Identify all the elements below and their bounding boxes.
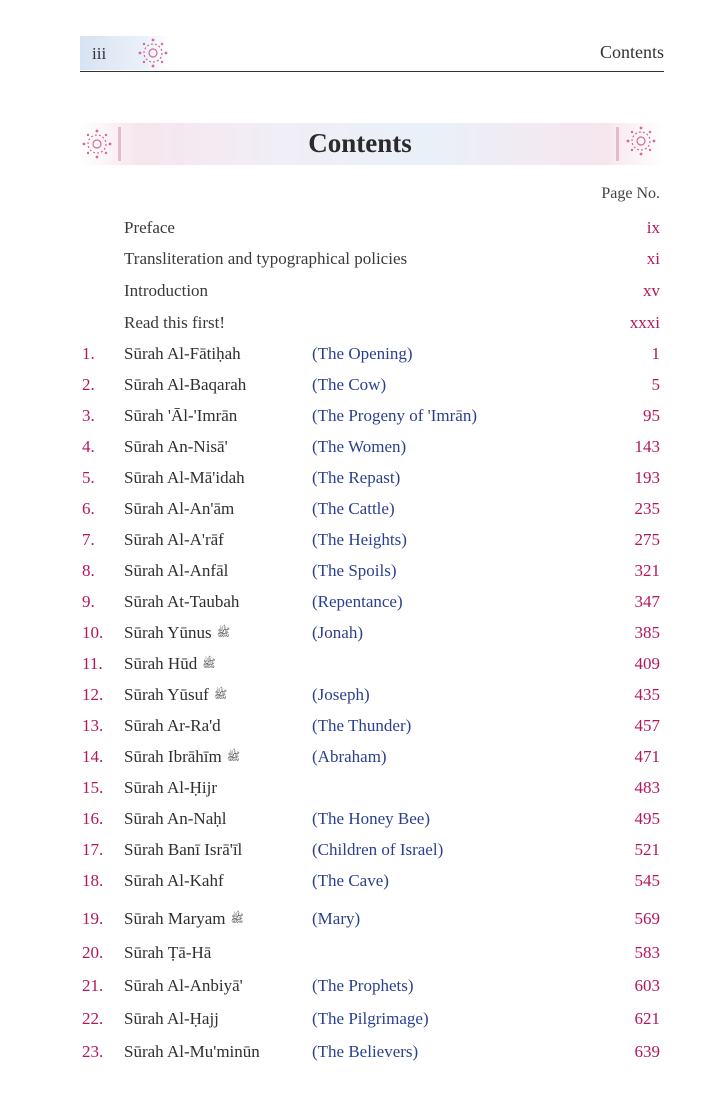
toc-entry-translation: (The Opening) [312,344,413,363]
toc-surah-row[interactable] [0,778,720,806]
toc-surah-row[interactable] [0,909,720,937]
toc-entry-title: Sūrah Yūsuf [124,685,209,704]
toc-surah-row[interactable] [0,747,720,775]
toc-entry-title: Sūrah Al-Ḥijr [124,778,218,797]
toc-entry-page: 193 [634,468,660,487]
honorific-glyph-icon: ﷺ [213,689,228,702]
toc-entry-number: 22. [82,1009,104,1028]
toc-entry-title: Sūrah An-Naḥl [124,809,227,828]
toc-entry-number: 10. [82,623,104,642]
toc-surah-row[interactable] [0,344,720,372]
toc-entry-number: 5. [82,468,95,487]
toc-front-row[interactable] [0,218,720,246]
toc-entry-title: Read this first! [124,313,226,332]
rosette-ornament-icon [136,36,170,70]
toc-entry-title: Sūrah Hūd [124,654,198,673]
toc-entry-title-wrap [124,747,240,767]
toc-surah-row[interactable] [0,840,720,868]
toc-surah-row[interactable] [0,685,720,713]
toc-entry-page: 5 [651,375,660,394]
toc-entry-number: 4. [82,437,95,456]
honorific-glyph-icon: ﷺ [230,913,244,926]
toc-entry-title: Sūrah An-Nisā' [124,437,228,456]
toc-entry-number: 23. [82,1042,104,1061]
toc-entry-number: 1. [82,344,95,363]
honorific-glyph-icon: ﷺ [216,627,230,640]
toc-entry-title: Sūrah Yūnus [124,623,212,642]
toc-front-row[interactable] [0,249,720,277]
toc-entry-page: 483 [634,778,660,797]
toc-entry-translation: (Joseph) [312,685,370,704]
toc-entry-translation: (The Believers) [312,1042,419,1061]
toc-entry-number: 20. [82,943,104,962]
toc-entry-translation: (The Honey Bee) [312,809,431,828]
toc-entry-translation: (The Prophets) [312,976,414,995]
toc-entry-title: Sūrah Al-Fātiḥah [124,344,241,363]
toc-surah-row[interactable] [0,1042,720,1070]
toc-entry-number: 7. [82,530,95,549]
toc-entry-translation: (The Thunder) [312,716,412,735]
running-header [80,36,664,70]
toc-surah-row[interactable] [0,530,720,558]
toc-entry-translation: (The Pilgrimage) [312,1009,429,1028]
toc-entry-translation: (The Cave) [312,871,389,890]
page-title: Contents [308,128,412,158]
toc-entry-title: Sūrah Maryam [124,909,226,928]
toc-surah-row[interactable] [0,654,720,682]
toc-entry-number: 13. [82,716,104,735]
toc-entry-page: 639 [634,1042,660,1061]
toc-entry-title: Preface [124,218,175,237]
toc-entry-number: 17. [82,840,104,859]
toc-entry-number: 8. [82,561,95,580]
toc-entry-title: Sūrah Al-Anbiyā' [124,976,243,995]
toc-entry-number: 18. [82,871,104,890]
toc-entry-number: 3. [82,406,95,425]
toc-entry-page: 545 [634,871,660,890]
toc-entry-title: Sūrah Ar-Ra'd [124,716,221,735]
running-head: Contents [599,42,664,62]
toc-entry-page: 603 [634,976,660,995]
toc-entry-number: 11. [82,654,103,673]
toc-surah-row[interactable] [0,468,720,496]
toc-entry-translation: (Jonah) [312,623,363,642]
toc-entry-title: Sūrah 'Āl-'Imrān [124,406,238,425]
toc-entry-title-wrap [124,685,227,705]
toc-surah-row[interactable] [0,809,720,837]
toc-entry-page: 521 [634,840,660,859]
toc-entry-title: Sūrah Al-Ḥajj [124,1009,219,1028]
toc-entry-title-wrap [124,654,216,674]
toc-entry-translation: (Mary) [312,909,361,928]
toc-entry-title: Sūrah Ṭā-Hā [124,943,212,962]
toc-entry-title: Sūrah Al-An'ām [124,499,235,518]
toc-entry-title: Transliteration and typographical policies [124,249,408,268]
toc-entry-title: Sūrah Al-Mā'idah [124,468,245,487]
page-number: iii [92,44,107,63]
toc-surah-row[interactable] [0,437,720,465]
toc-entry-translation: (Abraham) [312,747,387,766]
toc-entry-title: Sūrah Ibrāhīm [124,747,222,766]
toc-entry-title: Sūrah Al-Mu'minūn [124,1042,260,1061]
toc-entry-title-wrap [124,623,230,643]
toc-entry-page: 457 [634,716,660,735]
toc-entry-page: 275 [634,530,660,549]
toc-entry-title: Sūrah Al-Anfāl [124,561,229,580]
toc-entry-page: 347 [634,592,660,611]
toc-surah-row[interactable] [0,499,720,527]
toc-entry-page: 569 [634,909,660,928]
toc-entry-translation: (The Progeny of 'Imrān) [312,406,477,425]
toc-entry-page: 321 [634,561,660,580]
toc-entry-translation: (Children of Israel) [312,840,444,859]
honorific-glyph-icon: ﷺ [202,658,216,671]
toc-entry-page: 583 [634,943,660,962]
toc-entry-translation: (The Heights) [312,530,407,549]
toc-entry-number: 19. [82,909,104,928]
toc-entry-number: 6. [82,499,95,518]
toc-entry-page: 235 [634,499,660,518]
toc-entry-title: Sūrah Banī Isrā'īl [124,840,243,859]
toc-entry-title-wrap [124,909,244,929]
toc-entry-title: Introduction [124,281,209,300]
toc-surah-row[interactable] [0,406,720,434]
toc-surah-row[interactable] [0,716,720,744]
toc-entry-translation: (Repentance) [312,592,403,611]
toc-entry-page: xxxi [629,313,660,332]
toc-surah-row[interactable] [0,561,720,589]
toc-entry-number: 2. [82,375,95,394]
toc-entry-page: ix [646,218,660,237]
toc-surah-row[interactable] [0,943,720,971]
toc-entry-number: 14. [82,747,104,766]
toc-entry-number: 9. [82,592,95,611]
toc-entry-page: xv [643,281,660,300]
toc-surah-row[interactable] [0,976,720,1004]
header-rule [80,71,664,72]
toc-entry-page: 95 [643,406,660,425]
toc-entry-page: xi [646,249,660,268]
toc-entry-page: 409 [634,654,660,673]
toc-surah-row[interactable] [0,623,720,651]
toc-entry-page: 495 [634,809,660,828]
toc-surah-row[interactable] [0,871,720,899]
toc-entry-number: 16. [82,809,104,828]
toc-entry-page: 1 [651,344,660,363]
toc-surah-row[interactable] [0,1009,720,1037]
toc-front-row[interactable] [0,313,720,341]
toc-entry-number: 21. [82,976,104,995]
toc-entry-title: Sūrah Al-Kahf [124,871,224,890]
toc-entry-translation: (The Cow) [312,375,387,394]
toc-entry-page: 471 [634,747,660,766]
page-no-column-header: Page No. [601,185,660,202]
honorific-glyph-icon: ﷺ [226,751,241,764]
toc-entry-page: 385 [634,623,660,642]
toc-entry-number: 15. [82,778,104,797]
toc-entry-title: Sūrah At-Taubah [124,592,240,611]
toc-entry-translation: (The Spoils) [312,561,397,580]
toc-entry-translation: (The Women) [312,437,407,456]
toc-front-row[interactable] [0,281,720,309]
toc-surah-row[interactable] [0,592,720,620]
toc-entry-page: 621 [634,1009,660,1028]
toc-entry-translation: (The Cattle) [312,499,395,518]
toc-entry-translation: (The Repast) [312,468,401,487]
toc-entry-page: 435 [634,685,660,704]
toc-entry-page: 143 [634,437,660,456]
toc-entry-title: Sūrah Al-Baqarah [124,375,247,394]
toc-entry-number: 12. [82,685,104,704]
toc-entry-title: Sūrah Al-A'rāf [124,530,224,549]
toc-surah-row[interactable] [0,375,720,403]
